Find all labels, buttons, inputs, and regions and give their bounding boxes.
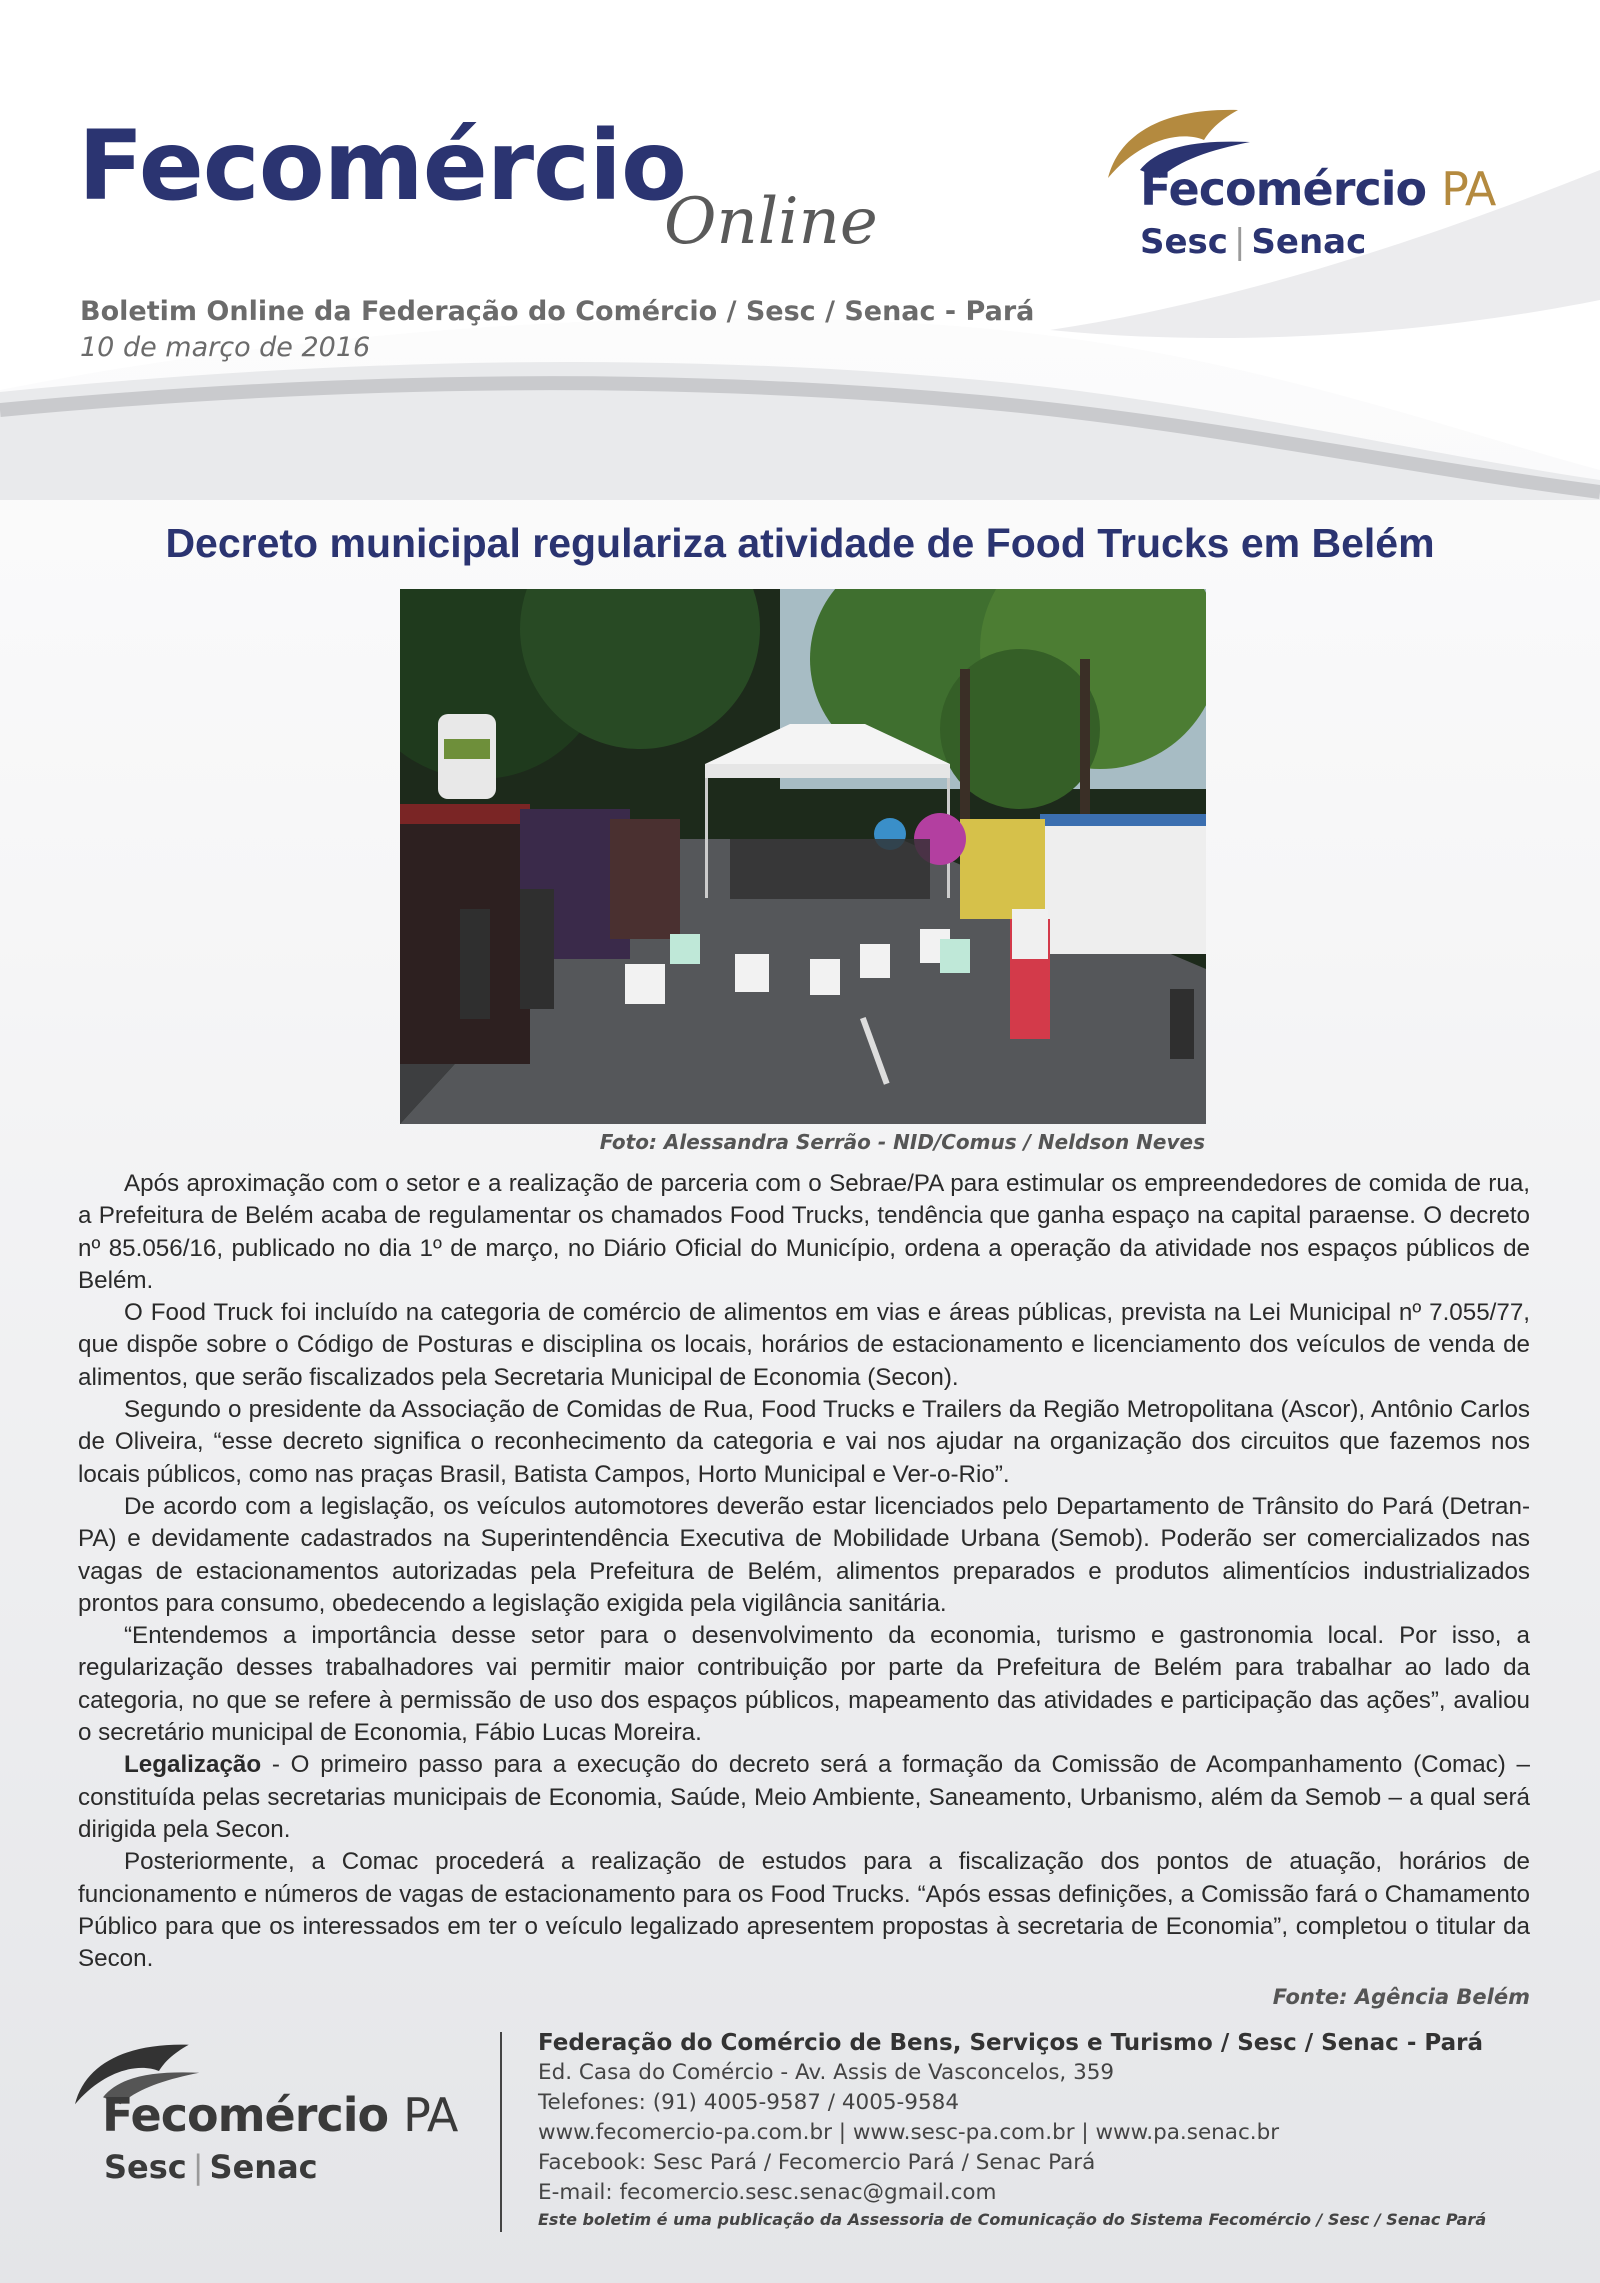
footer-websites: www.fecomercio-pa.com.br | www.sesc-pa.com.br | www.pa.senac.br [538, 2120, 1280, 2145]
footer-email: E-mail: fecomercio.sesc.senac@gmail.com [538, 2180, 997, 2205]
bulletin-date: 10 de março de 2016 [80, 332, 371, 363]
legalizacao-text: - O primeiro passo para a execução do decreto será a formação da Comissão de Acompanhamento (Comac) – constituída pelas secretarias municipais de Economia, Saúde, Meio Ambiente, Saneamento, Urbanismo, além da Semob – a qual será dirigida pela Secon. [78, 1751, 1530, 1843]
article-paragraph: Posteriormente, a Comac procederá a realização de estudos para a fiscalização dos pontos de atuação, horários de funcionamento e números de vagas de estacionamento para os Food Trucks. “Após essas definições, a Comissão fará o Chamamento Público para que os interessados em ter o veículo legalizado apresentem propostas à secretaria de Economia”, completou o titular da Secon. [78, 1848, 1530, 1973]
masthead-online-script: Online [664, 185, 878, 259]
logo-sub-text: Sesc | Senac [1140, 222, 1367, 262]
article-paragraph-legalizacao [78, 1749, 1530, 1846]
logo-brand-text: Fecomércio PA [102, 2088, 458, 2142]
logo-sub-text: Sesc | Senac [104, 2148, 318, 2186]
footer-publication-note: Este boletim é uma publicação da Assessoria de Comunicação do Sistema Fecomércio / Sesc / Senac Pará [538, 2210, 1487, 2229]
footer-org-name: Federação do Comércio de Bens, Serviços e Turismo / Sesc / Senac - Pará [538, 2030, 1483, 2056]
masthead-title: Fecomércio [78, 110, 686, 222]
masthead-subtitle: Boletim Online da Federação do Comércio / Sesc / Senac - Pará [80, 296, 1035, 327]
article-paragraph: De acordo com a legislação, os veículos automotores deverão estar licenciados pelo Departamento de Trânsito do Pará (Detran-PA) e devidamente cadastrados na Superintendência Executiva de Mobilidade Urbana (Semob). Poderão ser comercializados nas vagas de estacionamentos autorizadas pela Prefeitura de Belém, alimentos preparados e produtos alimentícios industrializados prontos para consumo, obedecendo a legislação exigida pela vigilância sanitária. [78, 1492, 1530, 1617]
fecomercio-logo-bottom [68, 2036, 488, 2196]
article-paragraph: O Food Truck foi incluído na categoria de comércio de alimentos em vias e áreas públicas, prevista na Lei Municipal nº 7.055/77, que dispõe sobre o Código de Posturas e disciplina os locais, horários de estacionamento e licenciamento dos veículos de venda de alimentos, que serão fiscalizados pela Secretaria Municipal de Economia (Secon). [78, 1299, 1530, 1391]
photo-credit: Foto: Alessandra Serrão - NID/Comus / Neldson Neves [599, 1130, 1205, 1154]
logo-brand-text: Fecomércio PA [1140, 162, 1496, 216]
legalizacao-lead: Legalização [124, 1751, 262, 1779]
article-paragraph: Segundo o presidente da Associação de Comidas de Rua, Food Trucks e Trailers da Região Metropolitana (Ascor), Antônio Carlos de Oliveira, “esse decreto significa o reconhecimento da categoria e vai nos ajudar na organização dos circuitos que fazemos nos locais públicos, como nas praças Brasil, Batista Campos, Horto Municipal e Ver-o-Rio”. [78, 1396, 1530, 1488]
footer-contact-info [538, 2028, 1538, 2229]
footer-phones: Telefones: (91) 4005-9587 / 4005-9584 [538, 2090, 960, 2115]
article-headline: Decreto municipal regulariza atividade de Food Trucks em Belém [165, 520, 1435, 566]
footer-address: Ed. Casa do Comércio - Av. Assis de Vasconcelos, 359 [538, 2060, 1115, 2085]
article-source: Fonte: Agência Belém [1272, 1985, 1530, 2009]
article-body [78, 1168, 1530, 1975]
footer-divider [500, 2032, 502, 2232]
article-paragraph: “Entendemos a importância desse setor para o desenvolvimento da economia, turismo e gastronomia local. Por isso, a regularização desses trabalhadores vai permitir maior contribuição por parte da Prefeitura de Belém para trabalhar ao lado da categoria, no que se refere à permissão de uso dos espaços públicos, mapeamento das atividades e participação das ações”, avaliou o secretário municipal de Economia, Fábio Lucas Moreira. [78, 1622, 1530, 1747]
footer-facebook: Facebook: Sesc Pará / Fecomercio Pará / Senac Pará [538, 2150, 1096, 2175]
fecomercio-logo-top [1100, 100, 1520, 270]
article-photo [400, 589, 1206, 1124]
article-paragraph: Após aproximação com o setor e a realização de parceria com o Sebrae/PA para estimular os empreendedores de comida de rua, a Prefeitura de Belém acaba de regulamentar os chamados Food Trucks, tendência que ganha espaço na capital paraense. O decreto nº 85.056/16, publicado no dia 1º de março, no Diário Oficial do Município, ordena a operação da atividade nos espaços públicos de Belém. [78, 1170, 1530, 1294]
